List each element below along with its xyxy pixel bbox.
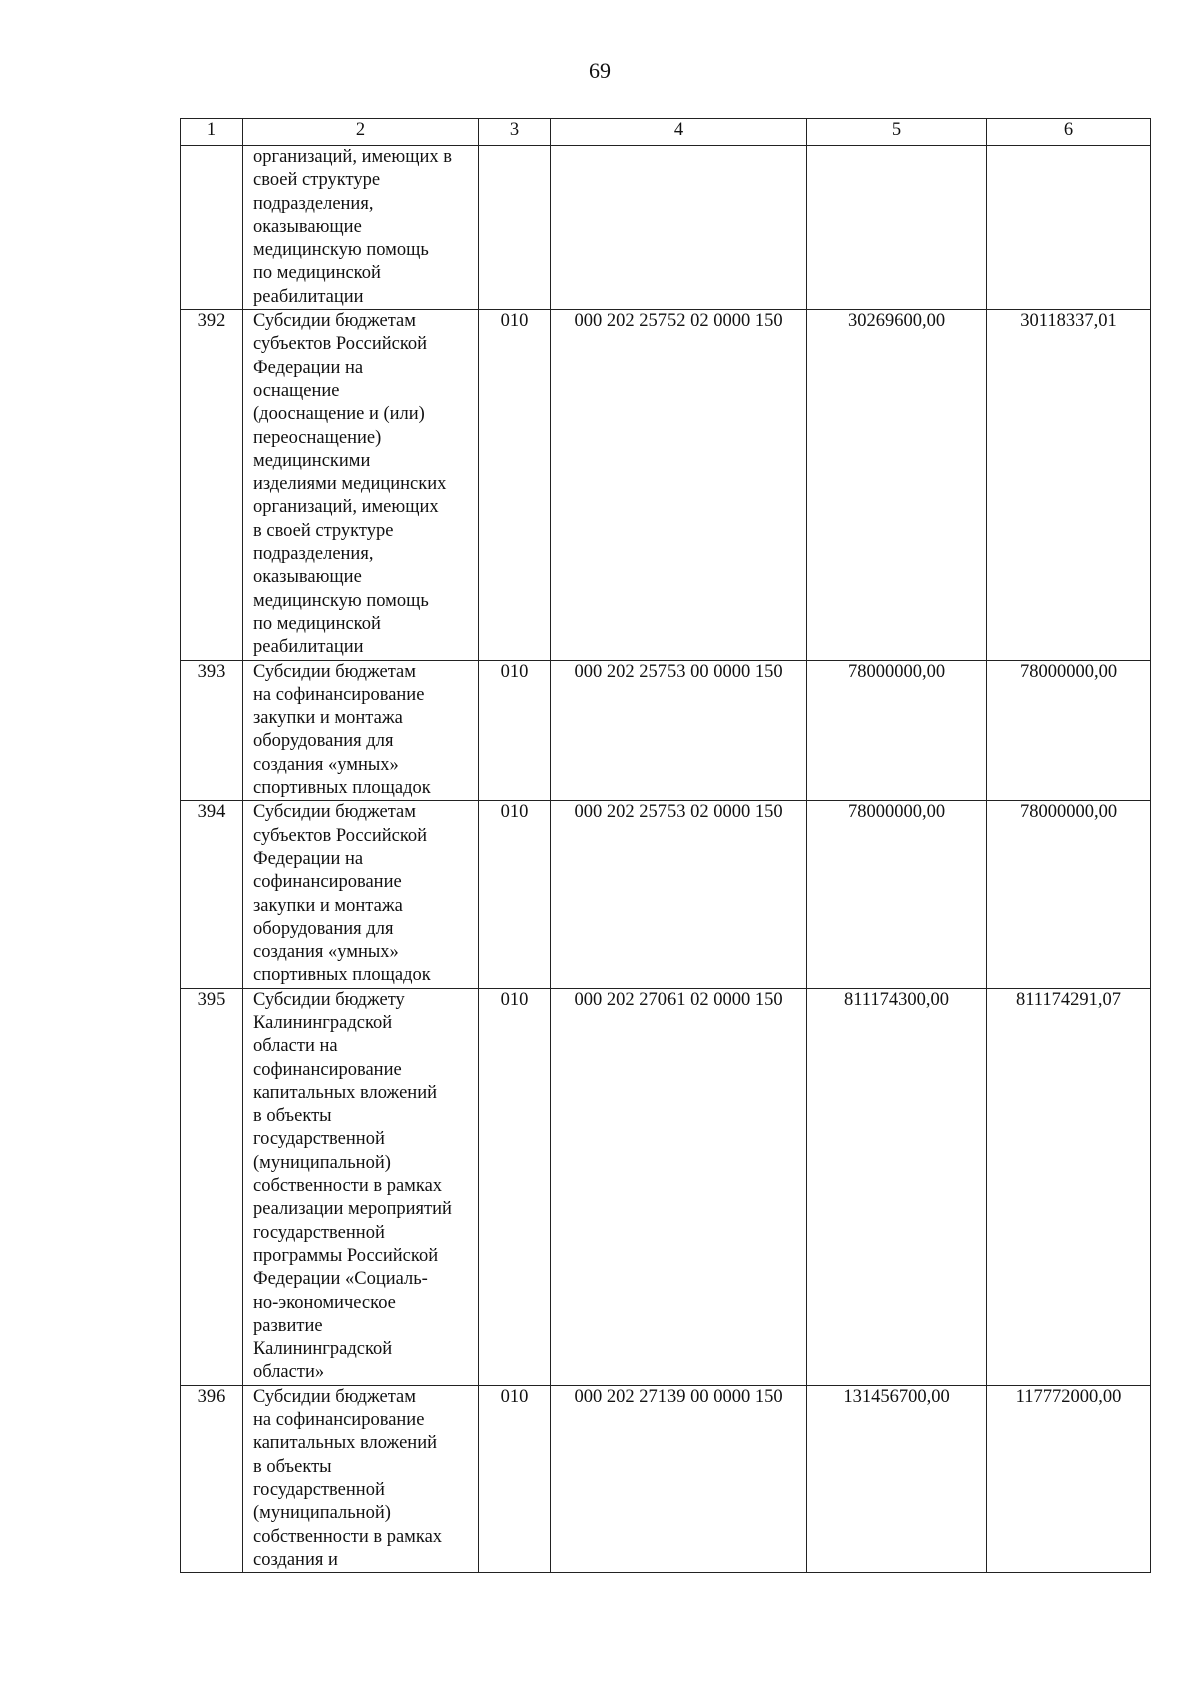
table-row [181,988,1151,1385]
header-row [181,119,1151,146]
row-code: 010 [479,988,551,1385]
header-col-3: 3 [479,119,551,146]
row-fact-amount: 78000000,00 [987,660,1151,801]
row-number: 395 [181,988,243,1385]
row-plan-amount: 78000000,00 [807,660,987,801]
table-row [181,310,1151,660]
row-code [479,146,551,310]
row-plan-amount: 78000000,00 [807,801,987,988]
header-col-4: 4 [551,119,807,146]
row-kbk: 000 202 25753 02 0000 150 [551,801,807,988]
row-code: 010 [479,660,551,801]
row-name: организаций, имеющих в своей структуре подразделения, оказывающие медицинскую помощь по медицинской реабилитации [253,147,452,307]
row-number: 394 [181,801,243,988]
row-name: Субсидии бюджетам субъектов Российской Федерации на оснащение (дооснащение и (или) переоснащение) медицинскими изделиями медицинских организаций, имеющих в своей структуре подразделения, оказывающие медицинскую помощь по медицинской реабилитации [253,311,447,658]
row-number: 392 [181,310,243,660]
row-kbk: 000 202 27139 00 0000 150 [551,1385,807,1572]
row-name: Субсидии бюджетам на софинансирование капитальных вложений в объекты государственной (муниципальной) собственности в рамках создания и [253,1386,443,1570]
table-row [181,660,1151,801]
row-plan-amount [807,146,987,310]
page-number: 69 [589,58,611,83]
header-col-6: 6 [987,119,1151,146]
row-code: 010 [479,310,551,660]
row-name-cell [243,801,479,988]
budget-table [180,118,1151,1573]
row-number: 396 [181,1385,243,1572]
table-row [181,146,1151,310]
row-name: Субсидии бюджетам субъектов Российской Федерации на софинансирование закупки и монтажа оборудования для создания «умных» спортивных площадок [253,802,431,986]
row-name: Субсидии бюджетам на софинансирование закупки и монтажа оборудования для создания «умных» спортивных площадок [253,661,431,799]
row-plan-amount: 131456700,00 [807,1385,987,1572]
row-kbk: 000 202 27061 02 0000 150 [551,988,807,1385]
table-row [181,1385,1151,1572]
row-name-cell [243,988,479,1385]
row-code: 010 [479,801,551,988]
row-name-cell [243,660,479,801]
row-fact-amount [987,146,1151,310]
header-col-2: 2 [243,119,479,146]
row-plan-amount: 811174300,00 [807,988,987,1385]
row-fact-amount: 30118337,01 [987,310,1151,660]
row-number [181,146,243,310]
row-kbk: 000 202 25753 00 0000 150 [551,660,807,801]
table-header [181,119,1151,146]
row-name-cell [243,146,479,310]
row-code: 010 [479,1385,551,1572]
row-plan-amount: 30269600,00 [807,310,987,660]
row-kbk: 000 202 25752 02 0000 150 [551,310,807,660]
row-name-cell [243,310,479,660]
row-fact-amount: 78000000,00 [987,801,1151,988]
row-number: 393 [181,660,243,801]
header-col-1: 1 [181,119,243,146]
row-name-cell [243,1385,479,1572]
row-name: Субсидии бюджету Калининградской области на софинансирование капитальных вложений в объекты государственной (муниципальной) собственности в рамках реализации мероприятий государственной программы Российской Федерации «Социаль- но-экономическое развитие Калининградской области» [253,989,452,1383]
table-body [181,146,1151,1573]
header-col-5: 5 [807,119,987,146]
row-fact-amount: 811174291,07 [987,988,1151,1385]
row-fact-amount: 117772000,00 [987,1385,1151,1572]
table-row [181,801,1151,988]
row-kbk [551,146,807,310]
